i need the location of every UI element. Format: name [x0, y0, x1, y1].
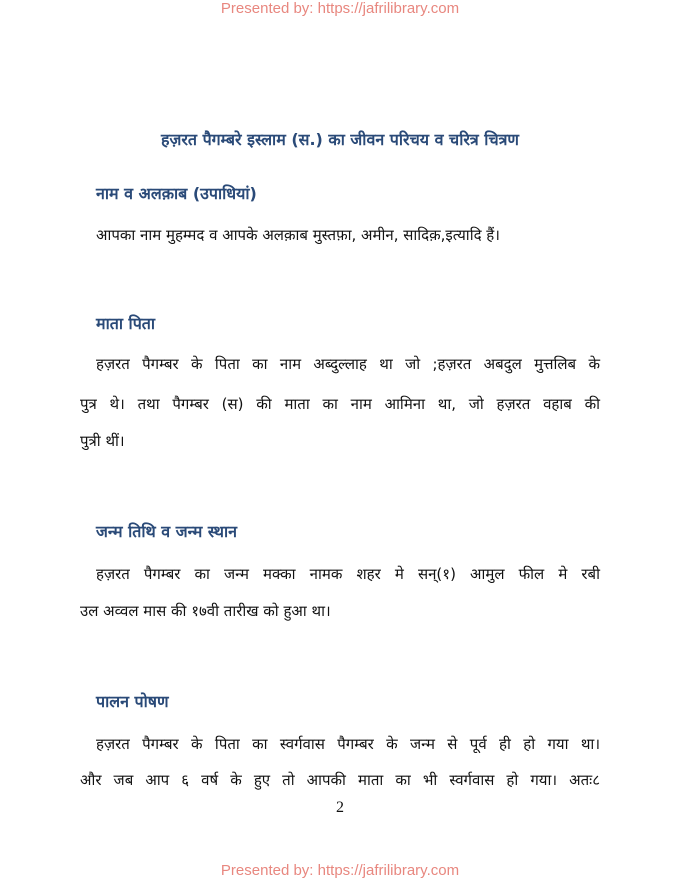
section-heading-name: नाम व अलक़ाब (उपाधियां): [96, 184, 257, 203]
section-heading-birth: जन्म तिथि व जन्म स्थान: [96, 522, 238, 541]
watermark-top: Presented by: https://jafrilibrary.com: [220, 0, 460, 17]
section-heading-parents: माता पिता: [96, 314, 156, 333]
paragraph-line: हज़रत पैगम्बर के पिता का नाम अब्दुल्लाह था जो ;हज़रत अबदुल मुत्तलिब के: [96, 355, 600, 373]
paragraph-line: आपका नाम मुहम्मद व आपके अलक़ाब मुस्तफ़ा, अमीन, सादिक़,इत्यादि हैं।: [96, 226, 500, 244]
paragraph-line: पुत्री थीं।: [80, 432, 125, 450]
paragraph-line: और जब आप ६ वर्ष के हुए तो आपकी माता का भी स्वर्गवास हो गया। अतः८: [80, 771, 600, 789]
watermark-bottom: Presented by: https://jafrilibrary.com: [220, 862, 460, 879]
paragraph-line: हज़रत पैगम्बर का जन्म मक्का नामक शहर मे सन्(१) आमुल फील मे रबी: [96, 565, 600, 583]
paragraph-line: हज़रत पैगम्बर के पिता का स्वर्गवास पैगम्बर के जन्म से पूर्व ही हो गया था।: [96, 735, 600, 753]
page-title: हज़रत पैगम्बरे इस्लाम (स.) का जीवन परिचय व चरित्र चित्रण: [160, 130, 520, 149]
section-heading-upbringing: पालन पोषण: [96, 692, 169, 711]
paragraph-line: पुत्र थे। तथा पैगम्बर (स) की माता का नाम आमिना था, जो हज़रत वहाब की: [80, 395, 600, 413]
paragraph-line: उल अव्वल मास की १७वी तारीख को हुआ था।: [80, 602, 331, 620]
page-number: 2: [336, 799, 344, 816]
